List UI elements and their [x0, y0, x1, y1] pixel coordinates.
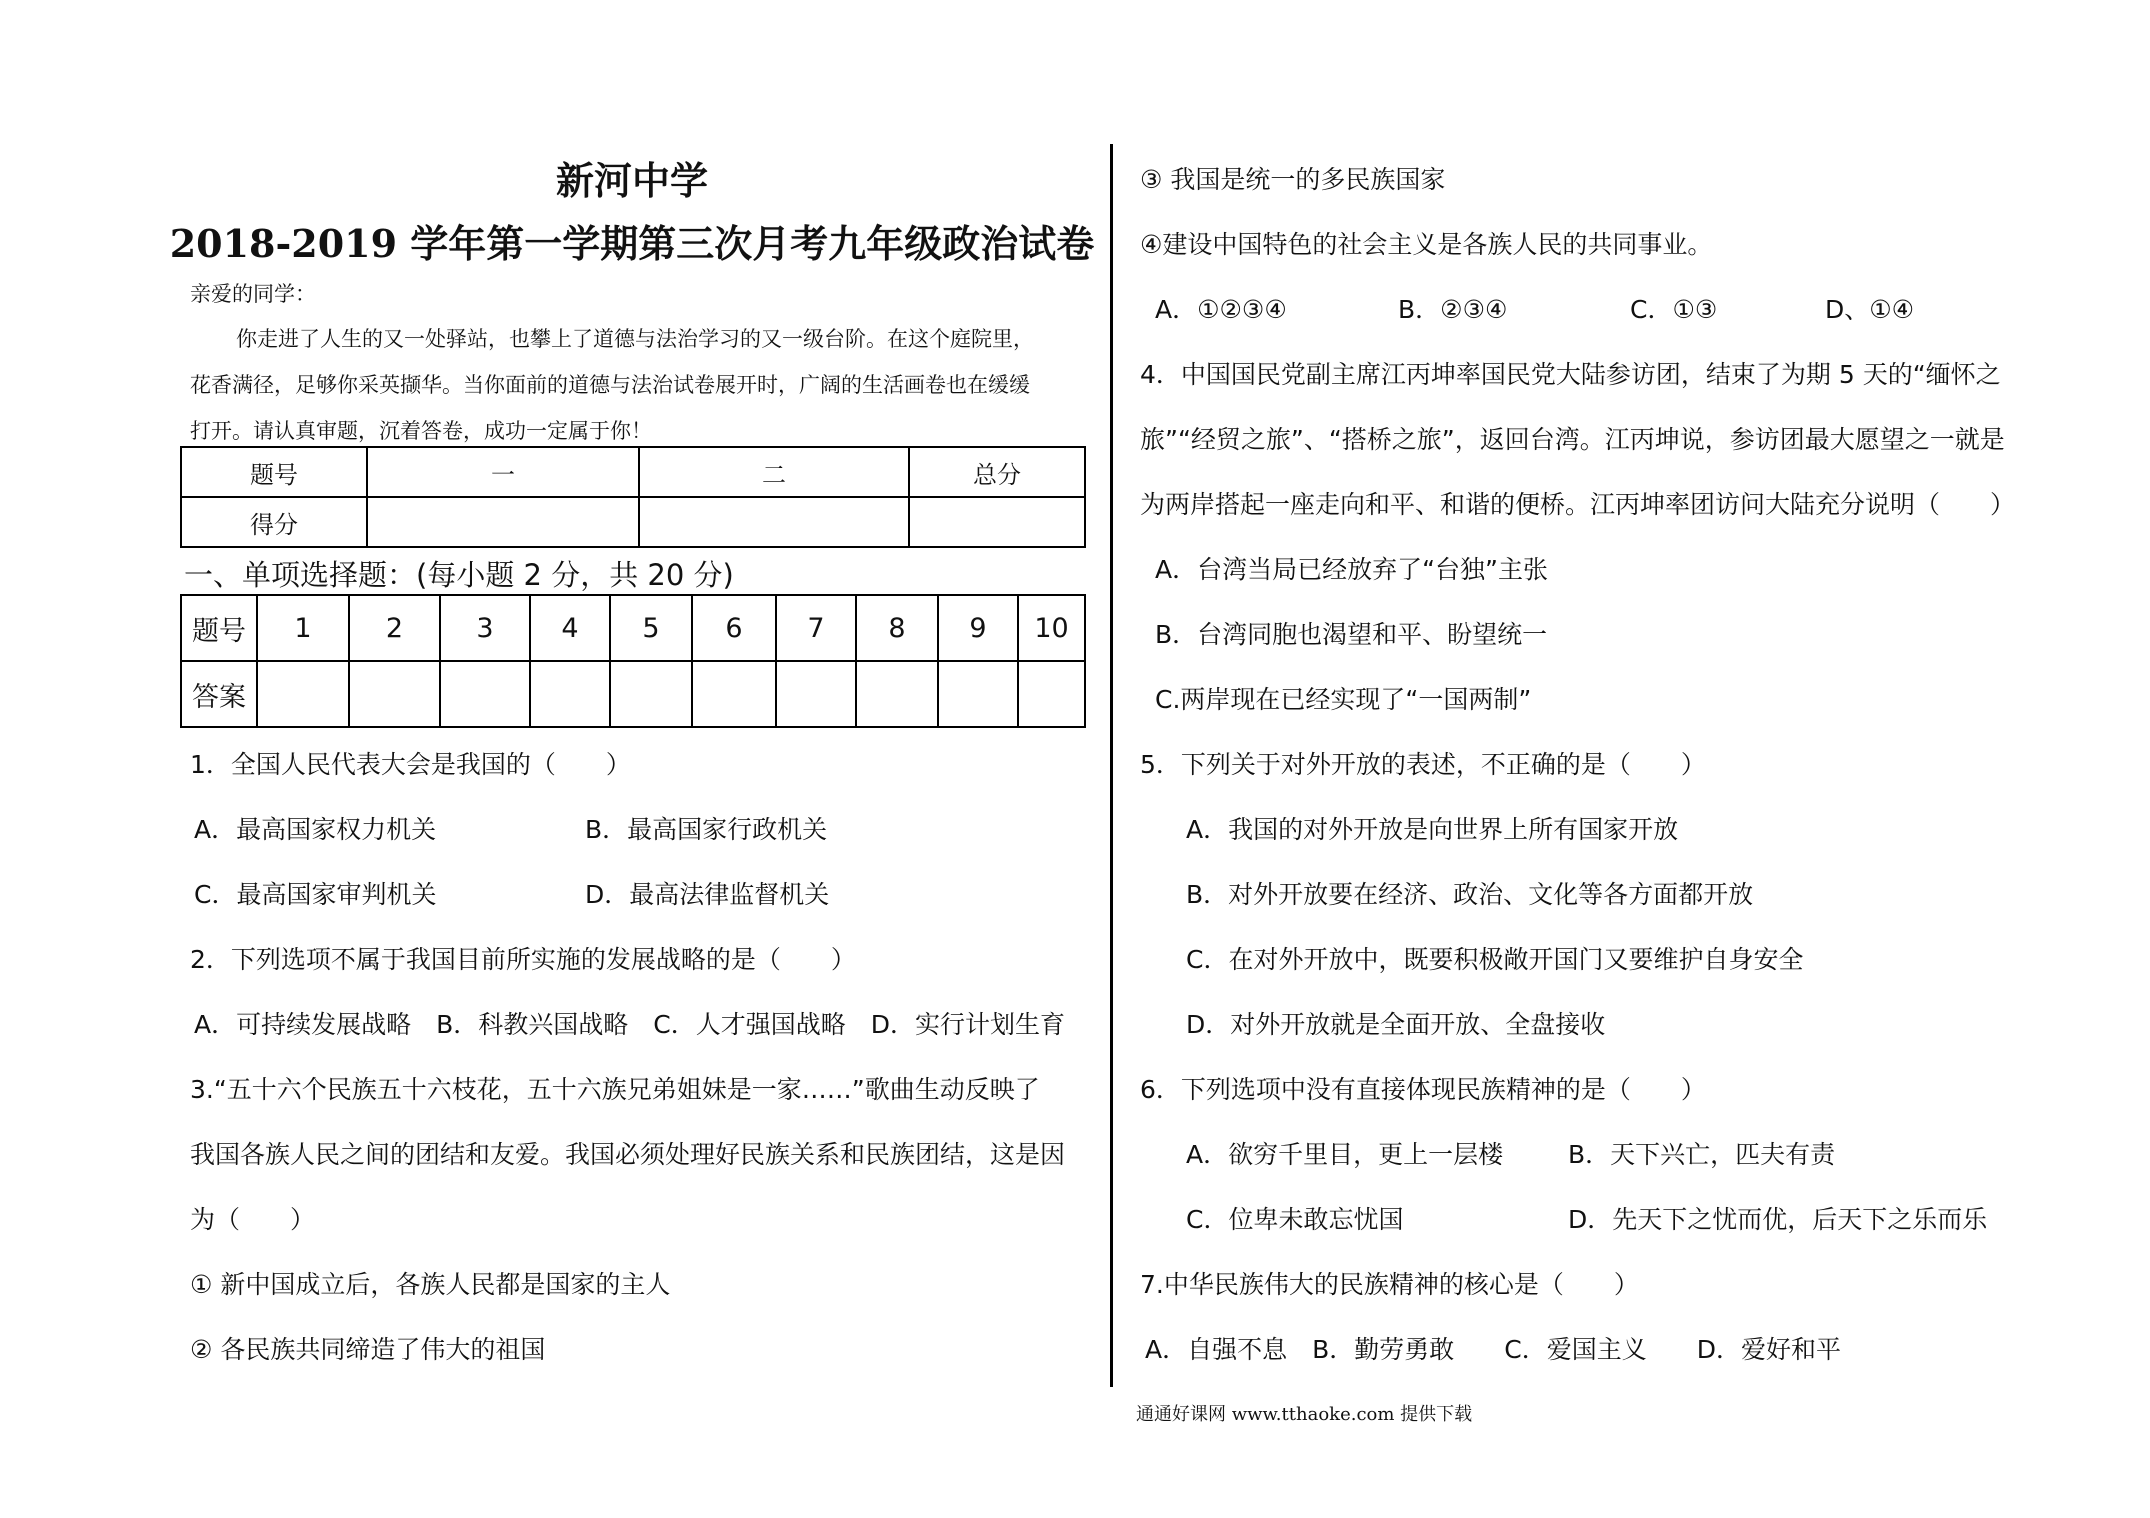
table-row — [181, 497, 1085, 547]
answer-cell[interactable] — [530, 661, 610, 727]
question-number-cell: 9 — [938, 595, 1018, 661]
answer-cell[interactable] — [776, 661, 856, 727]
answer-cell[interactable] — [938, 661, 1018, 727]
answer-option: D．先天下之忧而优，后天下之乐而乐 — [1568, 1205, 1988, 1234]
table-row — [181, 661, 1085, 727]
answer-option: A．①②③④ — [1155, 295, 1287, 324]
score-cell[interactable] — [367, 497, 639, 547]
answer-option: A．我国的对外开放是向世界上所有国家开放 — [1186, 815, 1679, 844]
question-number-cell: 7 — [776, 595, 856, 661]
answer-option: D．最高法律监督机关 — [585, 880, 830, 909]
answer-cell[interactable] — [610, 661, 692, 727]
question-number-cell: 5 — [610, 595, 692, 661]
intro-line: 花香满径，足够你采英撷华。当你面前的道德与法治试卷展开时，广阔的生活画卷也在缓缓 — [190, 373, 1030, 397]
question-stem: 为（ ） — [190, 1205, 316, 1234]
table-header-cell: 一 — [367, 447, 639, 497]
table-row-label: 答案 — [181, 661, 257, 727]
table-row — [181, 447, 1085, 497]
answer-cell[interactable] — [440, 661, 530, 727]
table-header-cell: 二 — [639, 447, 909, 497]
greeting: 亲爱的同学： — [190, 282, 316, 306]
column-divider — [1110, 144, 1113, 1387]
score-table — [180, 446, 1086, 548]
question-stem: 1．全国人民代表大会是我国的（ ） — [190, 750, 631, 779]
question-number-cell: 8 — [856, 595, 938, 661]
answer-option: C．位卑未敢忘忧国 — [1186, 1205, 1404, 1234]
answer-cell[interactable] — [692, 661, 776, 727]
answer-option: B．最高国家行政机关 — [585, 815, 828, 844]
question-number-cell: 10 — [1018, 595, 1085, 661]
answer-option: A．台湾当局已经放弃了“台独”主张 — [1155, 555, 1549, 584]
score-cell[interactable] — [909, 497, 1085, 547]
question-number-cell: 1 — [257, 595, 349, 661]
answer-option: A．自强不息 B．勤劳勇敢 C．爱国主义 D．爱好和平 — [1145, 1335, 1841, 1364]
question-stem: 为两岸搭起一座走向和平、和谐的便桥。江丙坤率团访问大陆充分说明（ ） — [1140, 490, 2016, 519]
answer-option: B．天下兴亡，匹夫有责 — [1568, 1140, 1836, 1169]
intro-line: 打开。请认真审题，沉着答卷，成功一定属于你！ — [190, 419, 652, 443]
section-title: 一、单项选择题：(每小题 2 分，共 20 分) — [184, 558, 734, 592]
answer-option: D．对外开放就是全面开放、全盘接收 — [1186, 1010, 1606, 1039]
answer-option: ③ 我国是统一的多民族国家 — [1140, 165, 1446, 194]
score-cell[interactable] — [639, 497, 909, 547]
school-name: 新河中学 — [555, 158, 708, 203]
answer-option: A．最高国家权力机关 — [194, 815, 437, 844]
question-number-cell: 4 — [530, 595, 610, 661]
answer-option: B．对外开放要在经济、政治、文化等各方面都开放 — [1186, 880, 1754, 909]
question-stem: 我国各族人民之间的团结和友爱。我国必须处理好民族关系和民族团结，这是因 — [190, 1140, 1066, 1169]
question-number-cell: 3 — [440, 595, 530, 661]
answer-option: C．①③ — [1630, 295, 1718, 324]
table-header-cell: 题号 — [181, 447, 367, 497]
answer-option: B．台湾同胞也渴望和平、盼望统一 — [1155, 620, 1548, 649]
answer-cell[interactable] — [1018, 661, 1085, 727]
intro-line: 你走进了人生的又一处驿站，也攀上了道德与法治学习的又一级台阶。在这个庭院里， — [236, 327, 1034, 351]
question-stem: 7.中华民族伟大的民族精神的核心是（ ） — [1140, 1270, 1639, 1299]
answer-table — [180, 594, 1086, 728]
question-stem: 3.“五十六个民族五十六枝花，五十六族兄弟姐妹是一家……”歌曲生动反映了 — [190, 1075, 1040, 1104]
question-number-cell: 6 — [692, 595, 776, 661]
question-stem: 6．下列选项中没有直接体现民族精神的是（ ） — [1140, 1075, 1706, 1104]
answer-option: A．可持续发展战略 B．科教兴国战略 C．人才强国战略 D．实行计划生育 — [194, 1010, 1065, 1039]
question-stem: 5．下列关于对外开放的表述，不正确的是（ ） — [1140, 750, 1706, 779]
answer-option: ② 各民族共同缔造了伟大的祖国 — [190, 1335, 546, 1364]
question-stem: 旅”“经贸之旅”、“搭桥之旅”，返回台湾。江丙坤说，参访团最大愿望之一就是 — [1140, 425, 2005, 454]
table-header-cell: 总分 — [909, 447, 1085, 497]
answer-option: D、①④ — [1825, 295, 1915, 324]
exam-title: 2018-2019 学年第一学期第三次月考九年级政治试卷 — [169, 221, 1095, 266]
question-number-cell: 2 — [349, 595, 440, 661]
question-stem: 4．中国国民党副主席江丙坤率国民党大陆参访团，结束了为期 5 天的“缅怀之 — [1140, 360, 2001, 389]
answer-cell[interactable] — [257, 661, 349, 727]
footer-text: 通通好课网 www.tthaoke.com 提供下载 — [1136, 1404, 1473, 1425]
answer-cell[interactable] — [856, 661, 938, 727]
table-row — [181, 595, 1085, 661]
answer-option: ① 新中国成立后，各族人民都是国家的主人 — [190, 1270, 671, 1299]
answer-option: A．欲穷千里目，更上一层楼 — [1186, 1140, 1504, 1169]
answer-cell[interactable] — [349, 661, 440, 727]
answer-option: C．最高国家审判机关 — [194, 880, 437, 909]
answer-option: C．在对外开放中，既要积极敞开国门又要维护自身安全 — [1186, 945, 1804, 974]
question-stem: 2．下列选项不属于我国目前所实施的发展战略的是（ ） — [190, 945, 856, 974]
answer-option: C.两岸现在已经实现了“一国两制” — [1155, 685, 1532, 714]
answer-option: B．②③④ — [1398, 295, 1508, 324]
answer-option: ④建设中国特色的社会主义是各族人民的共同事业。 — [1140, 230, 1713, 259]
table-header-cell: 题号 — [181, 595, 257, 661]
table-row-label: 得分 — [181, 497, 367, 547]
